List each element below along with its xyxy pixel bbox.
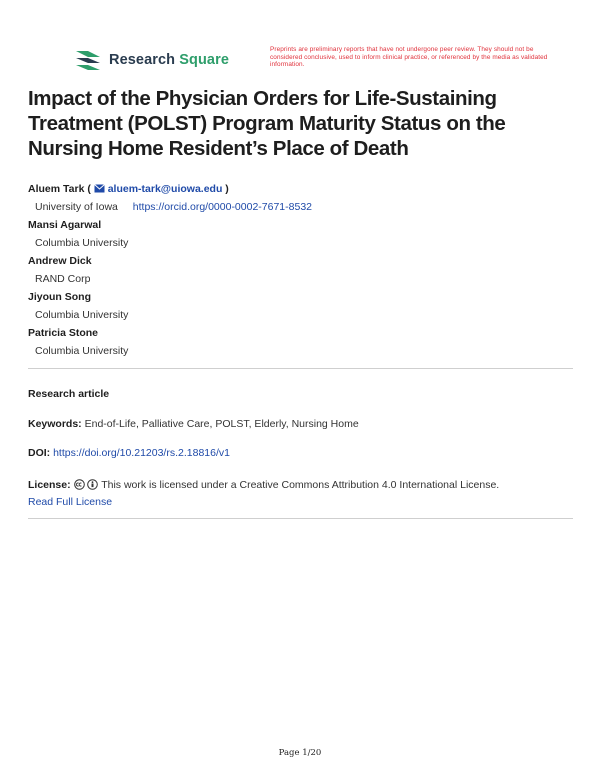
envelope-icon [94,184,105,193]
keywords-label: Keywords: [28,418,82,430]
orcid-link[interactable]: https://orcid.org/0000-0002-7671-8532 [132,201,313,213]
brand-name-part1: Research [109,52,176,68]
doi-link[interactable]: https://doi.org/10.21203/rs.2.18816/v1 [53,447,230,459]
author-name: Mansi Agarwal [28,219,102,231]
license-text: This work is licensed under a Creative Commons Attribution 4.0 International License. [101,479,500,491]
author-affiliation: Columbia University [35,237,129,249]
cc-icon [74,479,85,490]
author-affiliation: Columbia University [35,345,129,357]
author-affiliation: Columbia University [35,309,129,321]
read-full-license-link[interactable]: Read Full License [28,496,113,508]
preprint-disclaimer: Preprints are preliminary reports that have not undergone peer review. They should not be considered conclusive, used to inform clinical practice, or referenced by the media as validated information. [270,46,548,69]
author-affiliation-text: University of Iowa [35,201,118,213]
author-name: Andrew Dick [28,255,92,267]
author-name-text: Aluem Tark [28,183,85,195]
license-label: License: [28,479,71,491]
author-list [28,180,568,360]
author-name [28,180,568,198]
research-square-logo-icon [74,48,102,72]
email-group: ( aluem-tark@uiowa.edu ) [87,183,229,195]
author-name: Patricia Stone [28,327,99,339]
doi-label: DOI: [28,447,51,459]
license [28,477,573,511]
paper-title: Impact of the Physician Orders for Life-Sustaining Treatment (POLST) Program Maturity Status on the Nursing Home Resident’s Place of Death [28,87,506,160]
divider [28,368,573,369]
doi [28,447,573,459]
author-name: Jiyoun Song [28,291,91,303]
attribution-icon [87,479,98,490]
author-affiliation [28,198,568,216]
page-number: Page 1/20 [278,748,322,758]
author-affiliation: RAND Corp [35,273,91,285]
keywords-value: End-of-Life, Palliative Care, POLST, Elderly, Nursing Home [84,418,359,430]
header [74,46,554,76]
brand-name-part2: Square [179,52,229,68]
brand-name [109,52,229,68]
article-type: Research article [28,388,110,400]
divider [28,518,573,519]
author-email-link[interactable]: aluem-tark@uiowa.edu [107,183,223,195]
research-square-logo[interactable] [74,48,229,72]
keywords [28,418,573,430]
